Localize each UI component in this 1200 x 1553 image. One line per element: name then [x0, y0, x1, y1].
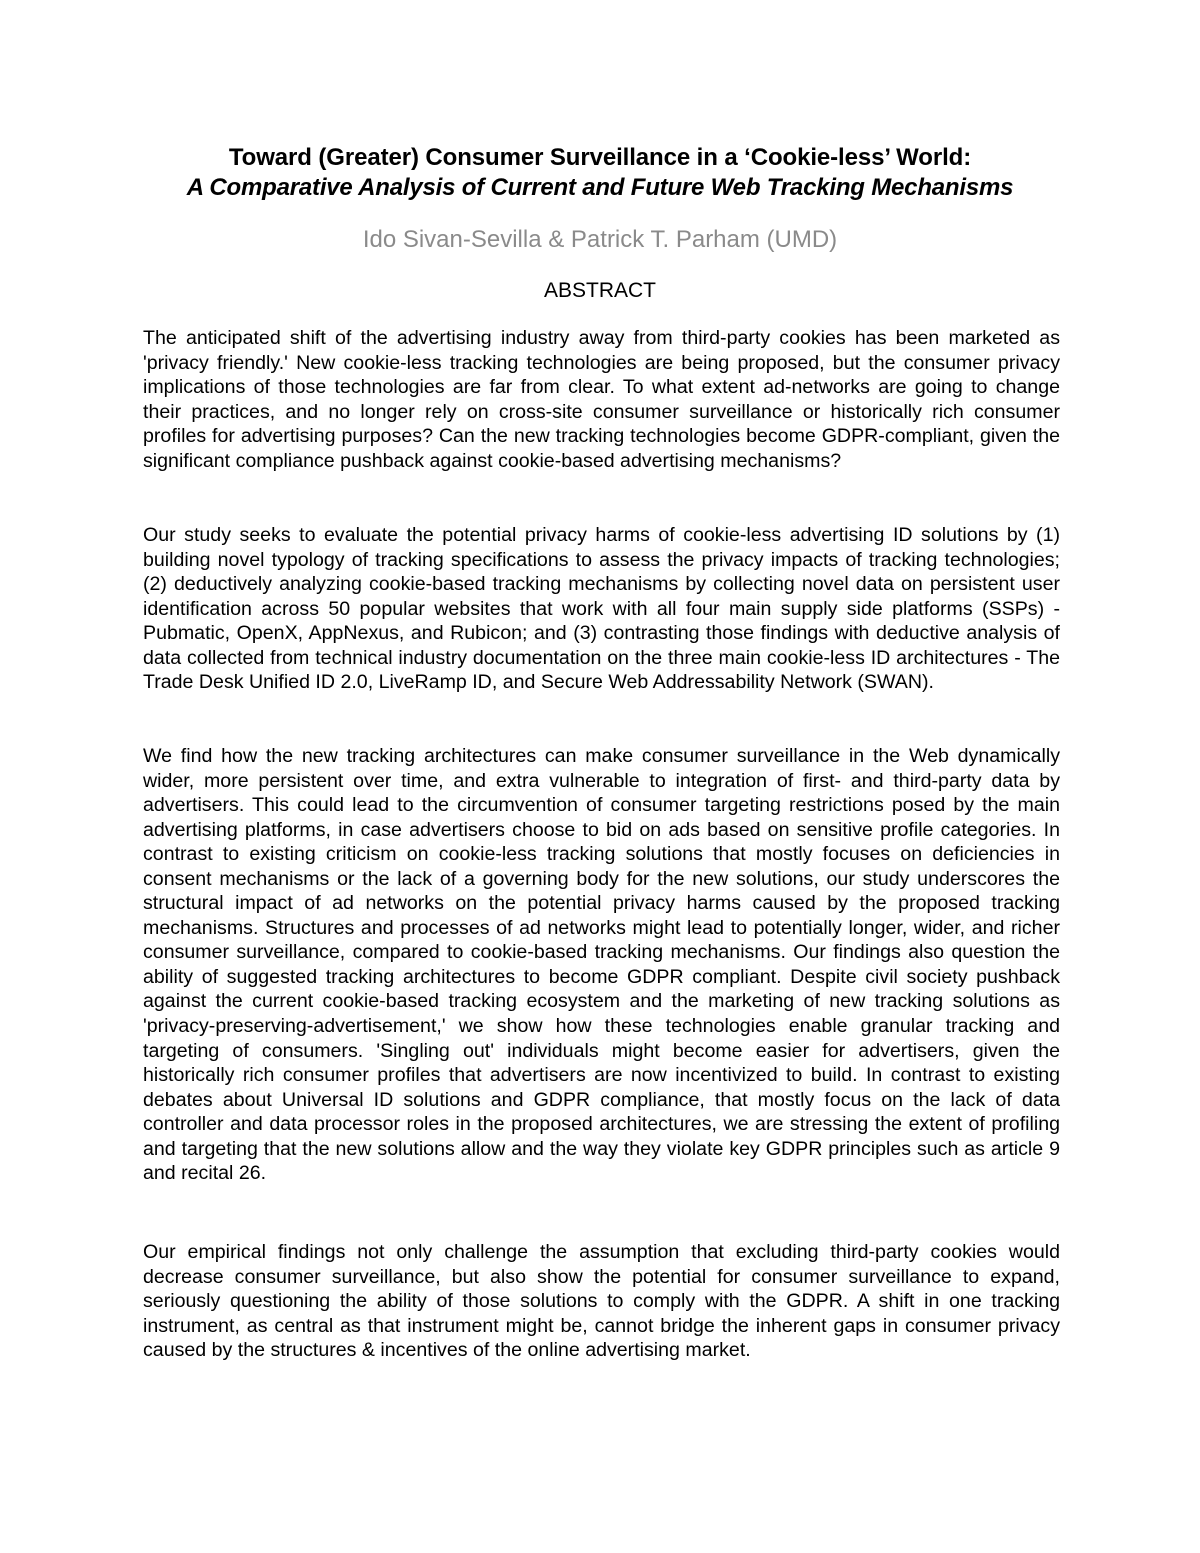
- abstract-paragraph-1: The anticipated shift of the advertising industry away from third-party cookies has been marketed as 'privacy friendly.' New cookie-less tracking technologies are being proposed, but the consumer privacy implications of those technologies are far from clear. To what extent ad-networks are going to change their practices, and no longer rely on cross-site consumer surveillance or historically rich consumer profiles for advertising purposes? Can the new tracking technologies become GDPR-compliant, given the significant compliance pushback against cookie-based advertising mechanisms?: [143, 327, 1060, 472]
- paper-authors: Ido Sivan-Sevilla & Patrick T. Parham (UMD): [362, 226, 838, 253]
- paper-title: Toward (Greater) Consumer Surveillance in a ‘Cookie-less’ World:: [228, 144, 972, 171]
- abstract-paragraph-3: We find how the new tracking architectures can make consumer surveillance in the Web dynamically wider, more persistent over time, and extra vulnerable to integration of first- and third-party data by advertisers. This could lead to the circumvention of consumer targeting restrictions posed by the main advertising platforms, in case advertisers choose to bid on ads based on sensitive profile categories. In contrast to existing criticism on cookie-less tracking solutions that mostly focuses on deficiencies in consent mechanisms or the lack of a governing body for the new solutions, our study underscores the structural impact of ad networks on the potential privacy harms caused by the proposed tracking mechanisms. Structures and processes of ad networks might lead to potentially longer, wider, and richer consumer surveillance, compared to cookie-based tracking mechanisms. Our findings also question the ability of suggested tracking architectures to become GDPR compliant. Despite civil society pushback against the current cookie-based tracking ecosystem and the marketing of new tracking solutions as 'privacy-preserving-advertisement,' we show how these technologies enable granular tracking and targeting of consumers. 'Singling out' individuals might become easier for advertisers, given the historically rich consumer profiles that advertisers are now incentivized to build. In contrast to existing debates about Universal ID solutions and GDPR compliance, that mostly focus on the lack of data controller and data processor roles in the proposed architectures, we are stressing the extent of profiling and targeting that the new solutions allow and the way they violate key GDPR principles such as article 9 and recital 26.: [143, 745, 1060, 1185]
- abstract-paragraph-2: Our study seeks to evaluate the potential privacy harms of cookie-less advertising ID solutions by (1) building novel typology of tracking specifications to assess the privacy impacts of tracking technologies; (2) deductively analyzing cookie-based tracking mechanisms by collecting novel data on persistent user identification across 50 popular websites that work with all four main supply side platforms (SSPs) - Pubmatic, OpenX, AppNexus, and Rubicon; and (3) contrasting those findings with deductive analysis of data collected from technical industry documentation on the three main cookie-less ID architectures - The Trade Desk Unified ID 2.0, LiveRamp ID, and Secure Web Addressability Network (SWAN).: [143, 524, 1060, 694]
- abstract-heading: ABSTRACT: [543, 279, 656, 302]
- abstract-paragraph-4: Our empirical findings not only challenge the assumption that excluding third-party cookies would decrease consumer surveillance, but also show the potential for consumer surveillance to expand, seriously questioning the ability of those solutions to comply with the GDPR. A shift in one tracking instrument, as central as that instrument might be, cannot bridge the inherent gaps in consumer privacy caused by the structures & incentives of the online advertising market.: [143, 1241, 1060, 1362]
- paper-subtitle: A Comparative Analysis of Current and Future Web Tracking Mechanisms: [186, 174, 1014, 201]
